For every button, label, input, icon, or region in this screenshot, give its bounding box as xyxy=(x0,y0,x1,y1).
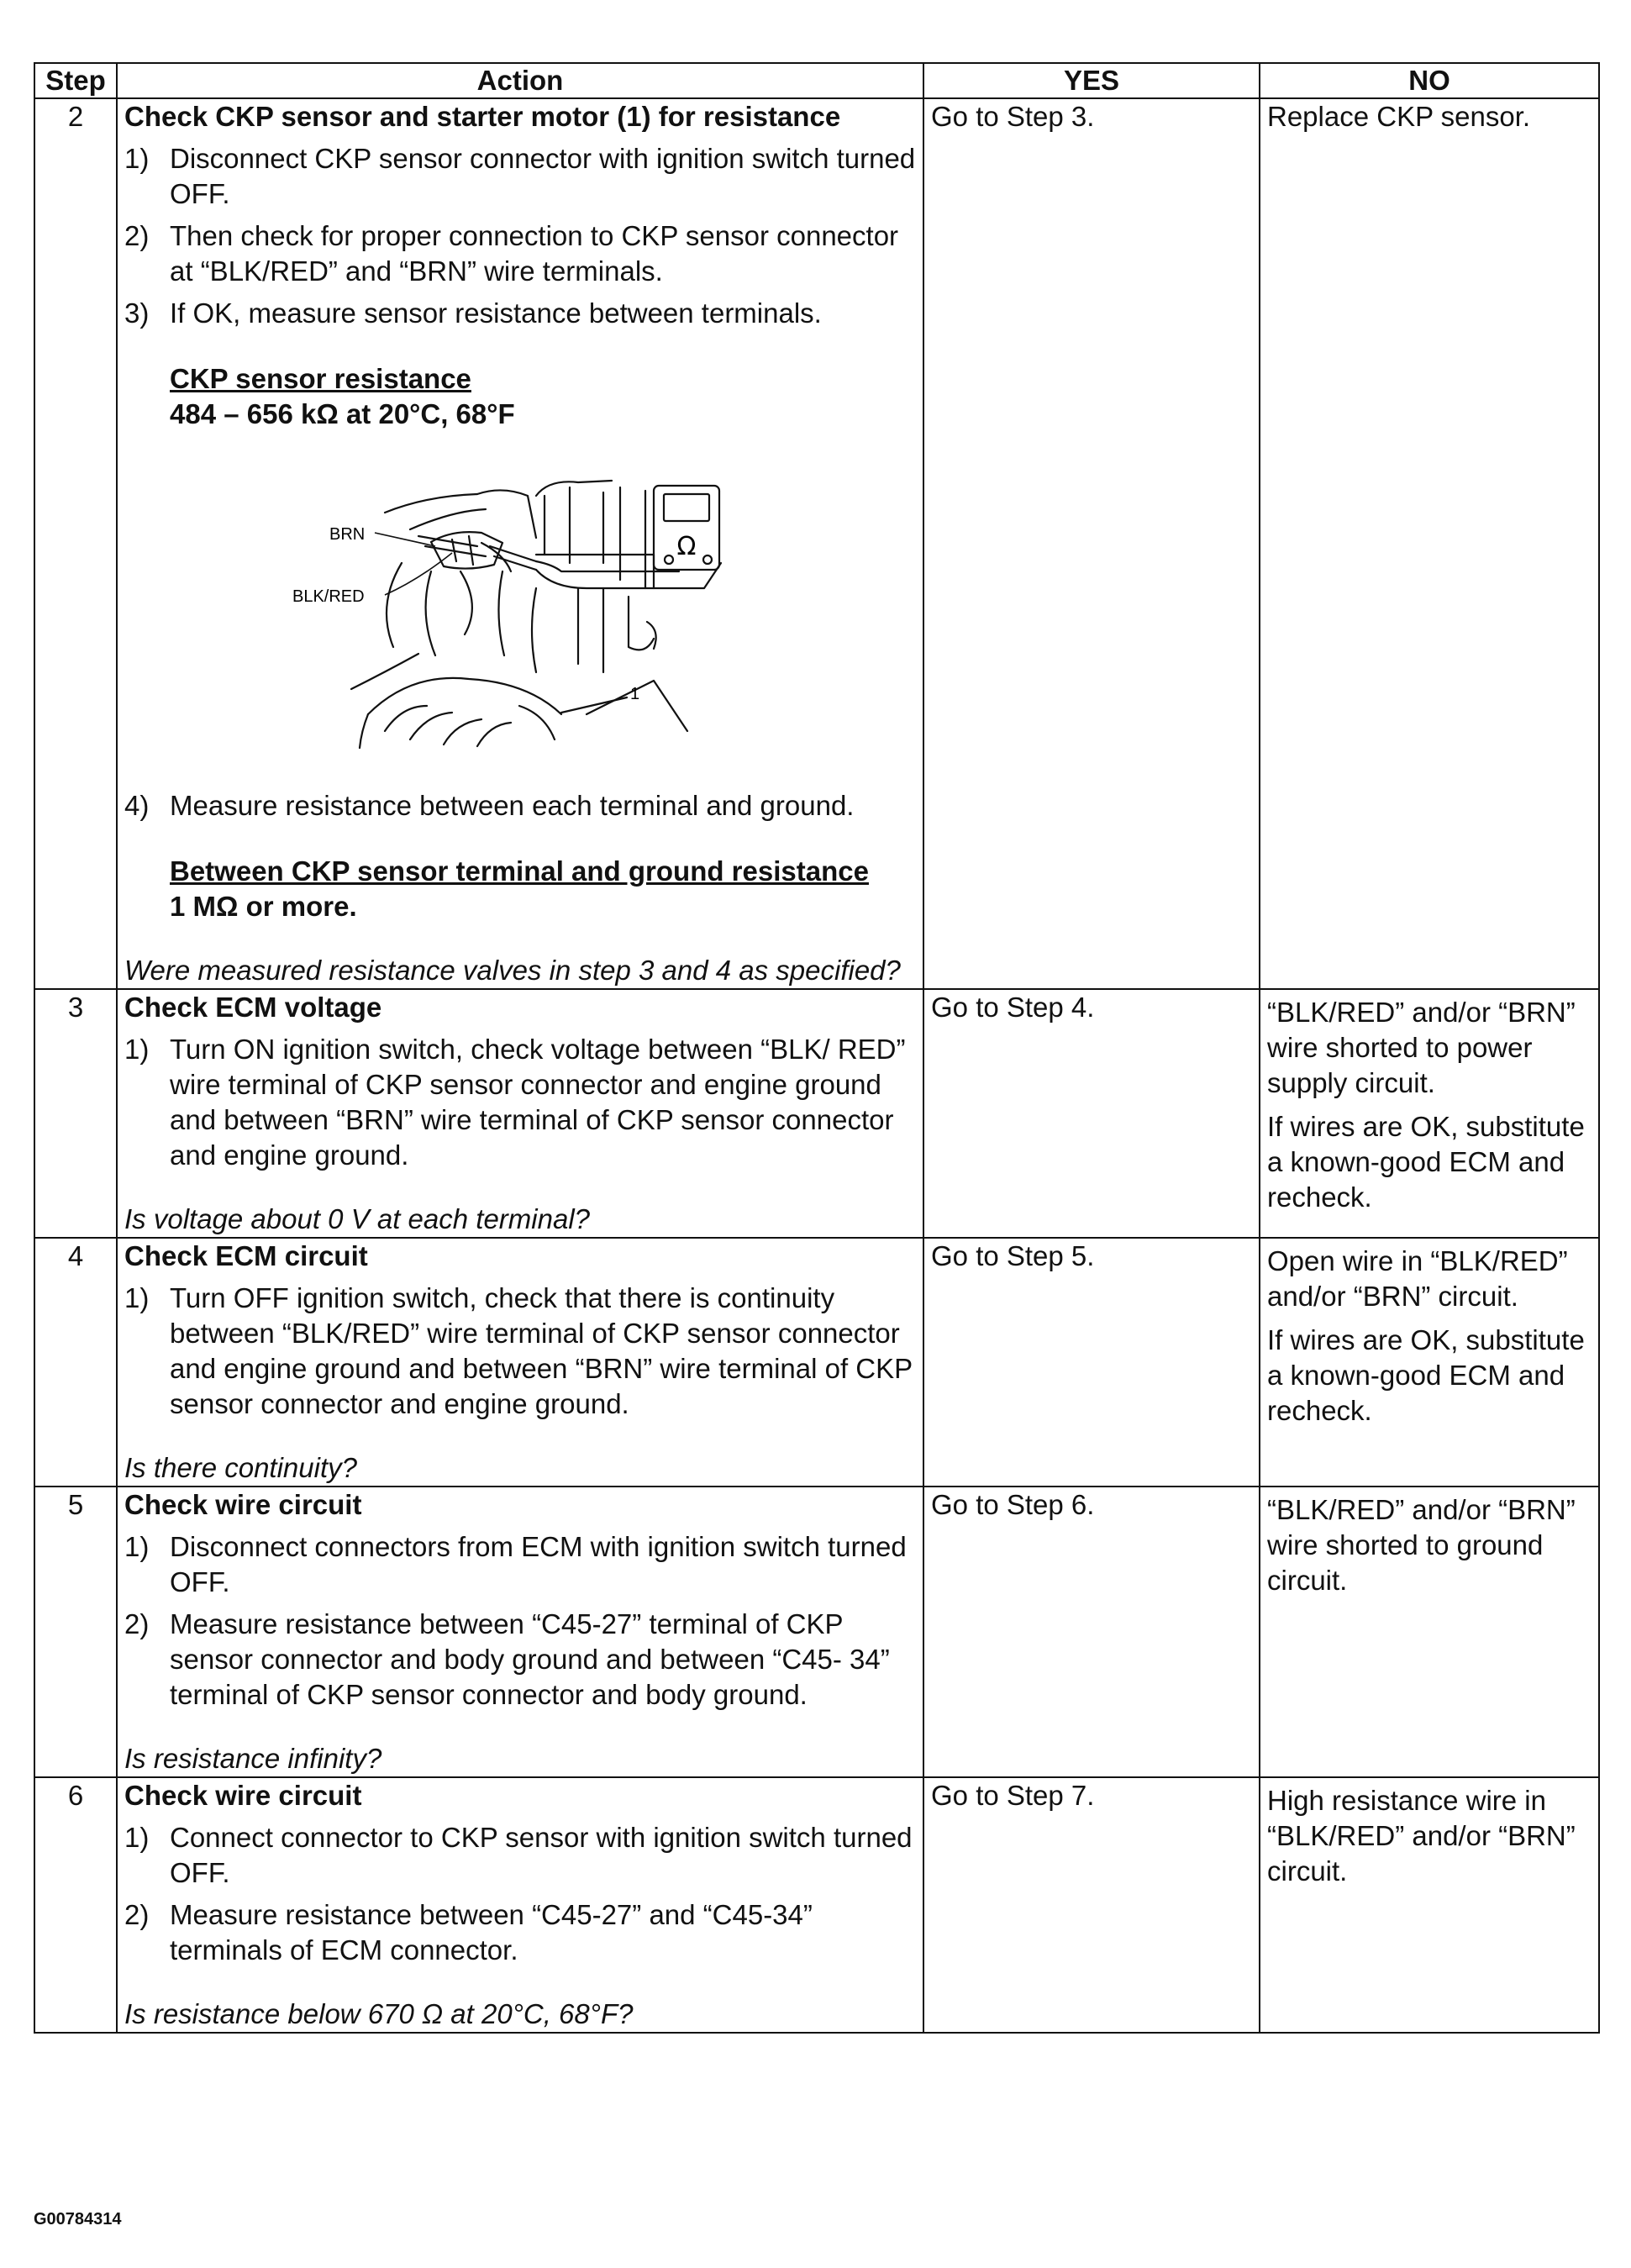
yes-cell: Go to Step 3. xyxy=(923,98,1260,989)
spec-value: 1 MΩ or more. xyxy=(170,891,357,922)
action-title: Check ECM circuit xyxy=(124,1240,368,1271)
action-title: Check wire circuit xyxy=(124,1780,362,1811)
page-code: G00784314 xyxy=(34,2210,122,2229)
spec-title: Between CKP sensor terminal and ground resistance xyxy=(170,855,869,887)
list-item: 3) If OK, measure sensor resistance between terminals. xyxy=(124,297,822,329)
question: Is resistance below 670 Ω at 20°C, 68°F? xyxy=(124,1998,634,2029)
no-cell: Replace CKP sensor. xyxy=(1260,98,1599,989)
yes-cell: Go to Step 6. xyxy=(923,1487,1260,1777)
question: Is resistance infinity? xyxy=(124,1743,382,1774)
step-number: 3 xyxy=(34,989,117,1238)
action-cell xyxy=(117,989,923,1238)
list-item: 1) Disconnect connectors from ECM with ignition switch turned OFF. xyxy=(124,1531,907,1597)
action-title: Check ECM voltage xyxy=(124,992,382,1023)
table-row xyxy=(34,1487,1599,1777)
step-number: 6 xyxy=(34,1777,117,2033)
list-item: 4) Measure resistance between each terminal and ground. xyxy=(124,790,855,821)
question: Is voltage about 0 V at each terminal? xyxy=(124,1203,591,1234)
no-cell: Open wire in “BLK/RED” and/or “BRN” circuit. If wires are OK, substitute a known-good ECM and recheck. xyxy=(1260,1238,1599,1487)
table-row xyxy=(34,1777,1599,2033)
yes-cell: Go to Step 7. xyxy=(923,1777,1260,2033)
list-item: 1) Turn OFF ignition switch, check that there is continuity between “BLK/RED” wire terminal of CKP sensor connector and engine ground and between “BRN” wire terminal of CKP sensor connector and engine ground. xyxy=(124,1282,913,1419)
list-item: 1) Connect connector to CKP sensor with ignition switch turned OFF. xyxy=(124,1822,913,1888)
yes-cell: Go to Step 5. xyxy=(923,1238,1260,1487)
list-item: 2) Measure resistance between “C45-27” terminal of CKP sensor connector and body ground and between “C45- 34” terminal of CKP sensor connector and body ground. xyxy=(124,1608,890,1710)
action-cell xyxy=(117,1777,923,2033)
list-item: 1) Disconnect CKP sensor connector with ignition switch turned OFF. xyxy=(124,143,916,209)
list-item: 2) Then check for proper connection to CKP sensor connector at “BLK/RED” and “BRN” wire terminals. xyxy=(124,220,899,287)
action-cell xyxy=(117,1487,923,1777)
action-title: Check CKP sensor and starter motor (1) for resistance xyxy=(124,101,841,132)
table-row xyxy=(34,98,1599,989)
ohm-symbol: Ω xyxy=(676,532,697,561)
header-action: Action xyxy=(117,63,923,98)
step-number: 4 xyxy=(34,1238,117,1487)
diagnostic-table xyxy=(34,62,1600,2034)
table-row xyxy=(34,989,1599,1238)
spec-value: 484 – 656 kΩ at 20°C, 68°F xyxy=(170,398,515,429)
ckp-sensor-illustration xyxy=(284,462,822,781)
spec-block xyxy=(170,854,916,924)
step-number: 2 xyxy=(34,98,117,989)
spec-title: CKP sensor resistance xyxy=(170,363,471,394)
header-step: Step xyxy=(34,63,117,98)
spec-block xyxy=(170,361,916,432)
yes-cell: Go to Step 4. xyxy=(923,989,1260,1238)
header-yes: YES xyxy=(923,63,1260,98)
no-cell: High resistance wire in “BLK/RED” and/or “BRN” circuit. xyxy=(1260,1777,1599,2033)
label-1: 1 xyxy=(630,685,640,703)
action-title: Check wire circuit xyxy=(124,1489,362,1520)
header-row xyxy=(34,63,1599,98)
label-blkred: BLK/RED xyxy=(292,587,365,606)
header-no: NO xyxy=(1260,63,1599,98)
ckp-sensor-drawing xyxy=(284,462,822,781)
question: Were measured resistance valves in step 3 and 4 as specified? xyxy=(124,955,901,986)
list-item: 1) Turn ON ignition switch, check voltage between “BLK/ RED” wire terminal of CKP sensor connector and engine ground and between “BRN” wire terminal of CKP sensor connector and engine ground. xyxy=(124,1034,906,1171)
question: Is there continuity? xyxy=(124,1452,357,1483)
action-cell xyxy=(117,98,923,989)
action-cell xyxy=(117,1238,923,1487)
label-brn: BRN xyxy=(329,525,366,544)
no-cell: “BLK/RED” and/or “BRN” wire shorted to power supply circuit. If wires are OK, substitute a known-good ECM and recheck. xyxy=(1260,989,1599,1238)
table-row xyxy=(34,1238,1599,1487)
list-item: 2) Measure resistance between “C45-27” and “C45-34” terminals of ECM connector. xyxy=(124,1899,813,1965)
step-number: 5 xyxy=(34,1487,117,1777)
no-cell: “BLK/RED” and/or “BRN” wire shorted to ground circuit. xyxy=(1260,1487,1599,1777)
